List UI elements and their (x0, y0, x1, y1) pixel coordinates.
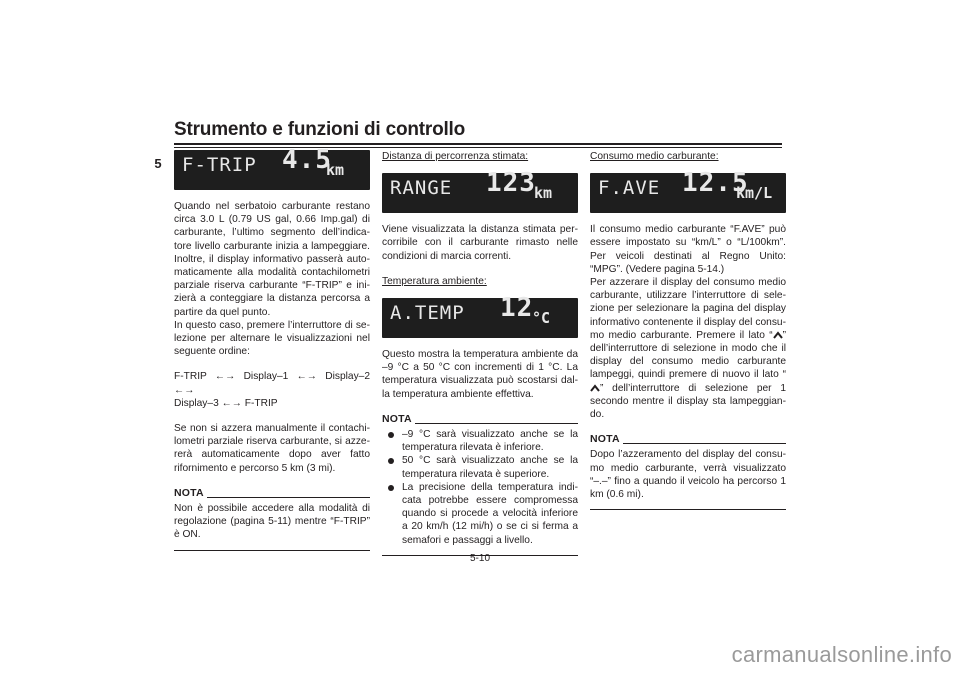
list-item: 50 °C sarà visualizzato anche se la temperatura rilevata è superiore. (382, 454, 578, 480)
lcd-label: F-TRIP (182, 154, 257, 176)
nota-end-rule (174, 550, 370, 551)
nota-rule (623, 443, 786, 444)
paragraph: Viene visualizzata la distanza stimata per-corribile con il carburante rimasto nelle condizioni di marcia correnti. (382, 224, 578, 262)
paragraph-part: ” dell’interruttore di selezione in modo che il display del consumo medio carburante lampeggi, quindi premere di nuovo il lato “ (590, 329, 786, 381)
sequence-line: F-TRIP ←→ Display–1 ←→ Display–2 ←→ (174, 371, 370, 396)
list-item: La precisione della temperatura indi-cata potrebbe essere compromessa quando si procede a velocità inferiore a 20 km/h (12 mi/h) o se ci si ferma a semafori e passaggi a livello. (382, 481, 578, 547)
section-heading: Consumo medio carburante: (590, 151, 719, 162)
page-header (174, 119, 782, 148)
list-item: –9 °C sarà visualizzato anche se la temperatura rilevata è inferiore. (382, 428, 578, 454)
lcd-label: F.AVE (598, 177, 661, 200)
paragraph: Quando nel serbatoio carburante restano circa 3.0 L (0.79 US gal, 0.66 Imp.gal) di carburante, l’ultimo segmento dell’indica-tore livello carburante inizia a lampeggiare. Inoltre, il display informativo passerà auto-maticamente alla modalità contachilometri parziale riserva carburante “F-TRIP” e ini-zierà a conteggiare la distanza percorsa a partire da quel punto. (174, 201, 370, 318)
lcd-value: 123 (486, 168, 536, 199)
column-3 (590, 150, 786, 510)
watermark: carmanualsonline.info (731, 642, 952, 667)
nota-heading (382, 413, 578, 426)
nota-text: Dopo l’azzeramento del display del consu-mo medio carburante, verrà visualizzato “–.–” fino a quando il veicolo ha percorso 1 km (0.6 mi). (590, 449, 786, 501)
lcd-label: RANGE (390, 177, 453, 200)
lcd-unit: °C (532, 309, 551, 328)
lcd-value: 4.5 (282, 145, 332, 175)
sequence-line: Display–3 ←→ F-TRIP (174, 397, 278, 409)
section-heading: Temperatura ambiente: (382, 275, 487, 287)
paragraph: Se non si azzera manualmente il contachi-lometri parziale riserva carburante, si azze-rerà automaticamente dopo aver fatto rifornimento e percorso 5 km (3 mi). (174, 423, 370, 474)
lcd-label: A.TEMP (390, 302, 465, 325)
paragraph (590, 276, 786, 421)
page-number: 5-10 (469, 553, 490, 564)
paragraph: In questo caso, premere l’interruttore di se-lezione per alternare le visualizzazioni nel seguente ordine: (174, 319, 370, 358)
header-rule-thin (174, 147, 782, 148)
chapter-number: 5 (154, 156, 162, 171)
nota-rule (207, 497, 370, 498)
nota-end-rule (590, 509, 786, 510)
nota-rule (415, 423, 578, 424)
paragraph: Il consumo medio carburante “F.AVE” può essere impostato su “km/L” o “L/100km”. Per veicoli destinati al Regno Unito: “MPG”. (Vedere pagina 5-14.) (590, 224, 786, 275)
nota-heading (174, 487, 370, 500)
nota-label: NOTA (382, 412, 412, 425)
column-1 (174, 145, 370, 551)
lcd-unit: km/L (736, 184, 773, 203)
nota-text: Non è possibile accedere alla modalità di regolazione (pagina 5-11) mentre “F-TRIP” è ON. (174, 503, 370, 541)
lcd-temp-display (382, 293, 578, 338)
paragraph: Questo mostra la temperatura ambiente da –9 °C a 50 °C con incrementi di 1 °C. La temperatura visualizzata può scostarsi dal-la temperatura ambiente effettiva. (382, 349, 578, 400)
lcd-fave-display (590, 168, 786, 213)
lcd-unit: km (326, 161, 345, 179)
paragraph-part: Per azzerare il display del consumo medio carburante, utilizzare l’interruttore di sele-zione per selezionare la pagina del display informativo contenente il display del consu-mo medio carburante. Premere il lato “ (590, 277, 786, 341)
page-title: Strumento e funzioni di controllo (174, 119, 466, 140)
nota-label: NOTA (590, 433, 620, 446)
chevron-up-icon (773, 331, 783, 339)
header-rule (174, 143, 782, 145)
nota-label: NOTA (174, 486, 204, 499)
nota-heading (590, 433, 786, 446)
lcd-ftrip-display (174, 145, 370, 190)
lcd-value: 12 (500, 293, 534, 324)
paragraph-part: ” dell’interruttore di selezione per 1 secondo mentre il display sta lampeggian-do. (590, 382, 786, 421)
column-2 (382, 150, 578, 556)
lcd-unit: km (534, 184, 553, 203)
lcd-value: 12.5 (682, 168, 749, 199)
section-heading: Distanza di percorrenza stimata: (382, 151, 529, 162)
nota-bullet-list (382, 428, 578, 547)
chevron-up-icon (590, 384, 600, 392)
lcd-range-display (382, 168, 578, 213)
